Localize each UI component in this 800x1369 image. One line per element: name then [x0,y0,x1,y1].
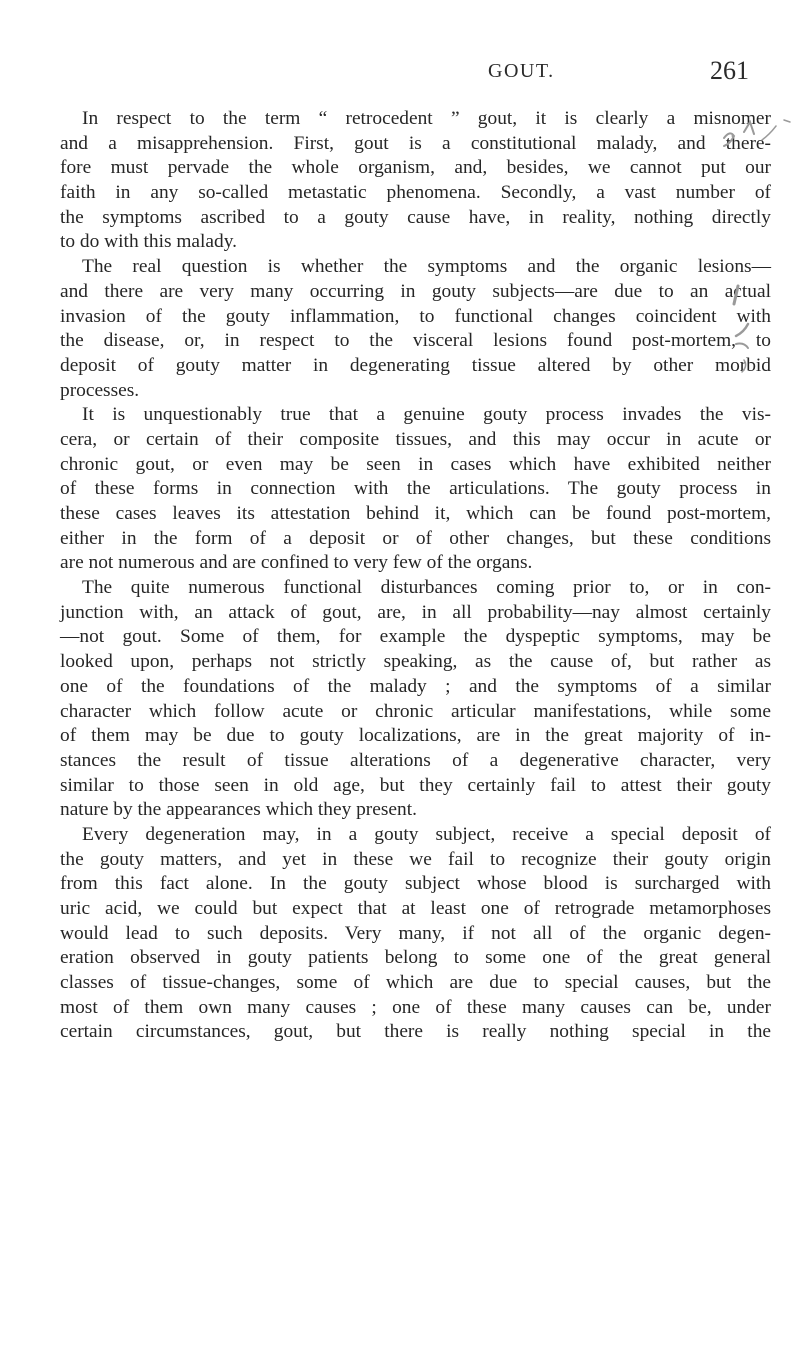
text-line: Every degeneration may, in a gouty subject, receive a special deposit of [82,823,771,845]
page-number: 261 [710,56,749,85]
text-line: the gouty matters, and yet in these we fail to recognize their gouty origin [60,848,771,870]
text-line: processes. [60,379,140,401]
text-line: are not numerous and are confined to very few of the organs. [60,552,533,574]
text-line: to do with this malady. [60,231,238,253]
text-line: The real question is whether the symptoms and the organic lesions— [82,256,771,278]
text-line: chronic gout, or even may be seen in cases which have exhibited neither [60,453,771,475]
text-line: It is unquestionably true that a genuine gouty process invades the vis- [82,404,771,426]
text-line: of them may be due to gouty localizations, are in the great majority of in- [60,725,771,747]
text-line: nature by the appearances which they present. [60,799,417,821]
text-line: and there are very many occurring in gouty subjects—are due to an actual [60,280,771,302]
pencil-stroke [784,120,790,122]
text-line: most of them own many causes ; one of these many causes can be, under [60,996,771,1018]
text-line: In respect to the term “ retrocedent ” gout, it is clearly a misnomer [82,108,771,129]
text-line: classes of tissue-changes, some of which are due to special causes, but the [60,972,771,994]
text-line: faith in any so-called metastatic phenomena. Secondly, a vast number of [60,182,771,204]
text-line: The quite numerous functional disturbances coming prior to, or in con- [82,577,771,599]
text-line: fore must pervade the whole organism, and, besides, we cannot put our [60,157,771,179]
text-line: —not gout. Some of them, for example the dyspeptic symptoms, may be [60,626,771,648]
text-line: from this fact alone. In the gouty subject whose blood is surcharged with [60,873,771,895]
text-line: cera, or certain of their composite tissues, and this may occur in acute or [60,428,771,450]
text-line: of these forms in connection with the articulations. The gouty process in [60,478,771,500]
text-line: invasion of the gouty inflammation, to functional changes coincident with [60,305,771,327]
text-line: deposit of gouty matter in degenerating tissue altered by other morbid [60,354,771,376]
text-line: junction with, an attack of gout, are, in all probability—nay almost certainly [60,601,771,623]
text-line: the disease, or, in respect to the visceral lesions found post-mortem, to [60,330,771,352]
running-title: GOUT. [488,60,555,82]
text-line: stances the result of tissue alterations of a degenerative character, very [60,749,771,771]
running-head [0,56,800,92]
text-line: and a misapprehension. First, gout is a constitutional malady, and there- [60,132,771,154]
text-line: eration observed in gouty patients belong to some one of the great general [60,947,771,969]
text-line: character which follow acute or chronic articular manifestations, while some [60,700,771,722]
body-text [60,107,771,1045]
text-line: the symptoms ascribed to a gouty cause have, in reality, nothing directly [60,206,771,228]
text-line: would lead to such deposits. Very many, if not all of the organic degen- [60,922,771,944]
text-line: similar to those seen in old age, but they certainly fail to attest their gouty [60,774,771,796]
text-line: either in the form of a deposit or of other changes, but these conditions [60,527,771,549]
text-line: one of the foundations of the malady ; and the symptoms of a similar [60,675,771,697]
text-line: these cases leaves its attestation behind it, which can be found post-mortem, [60,503,771,524]
text-line: looked upon, perhaps not strictly speaking, as the cause of, but rather as [60,651,771,673]
text-line: certain circumstances, gout, but there is really nothing special in the [60,1021,771,1043]
text-line: uric acid, we could but expect that at least one of retrograde metamorphoses [60,898,771,919]
